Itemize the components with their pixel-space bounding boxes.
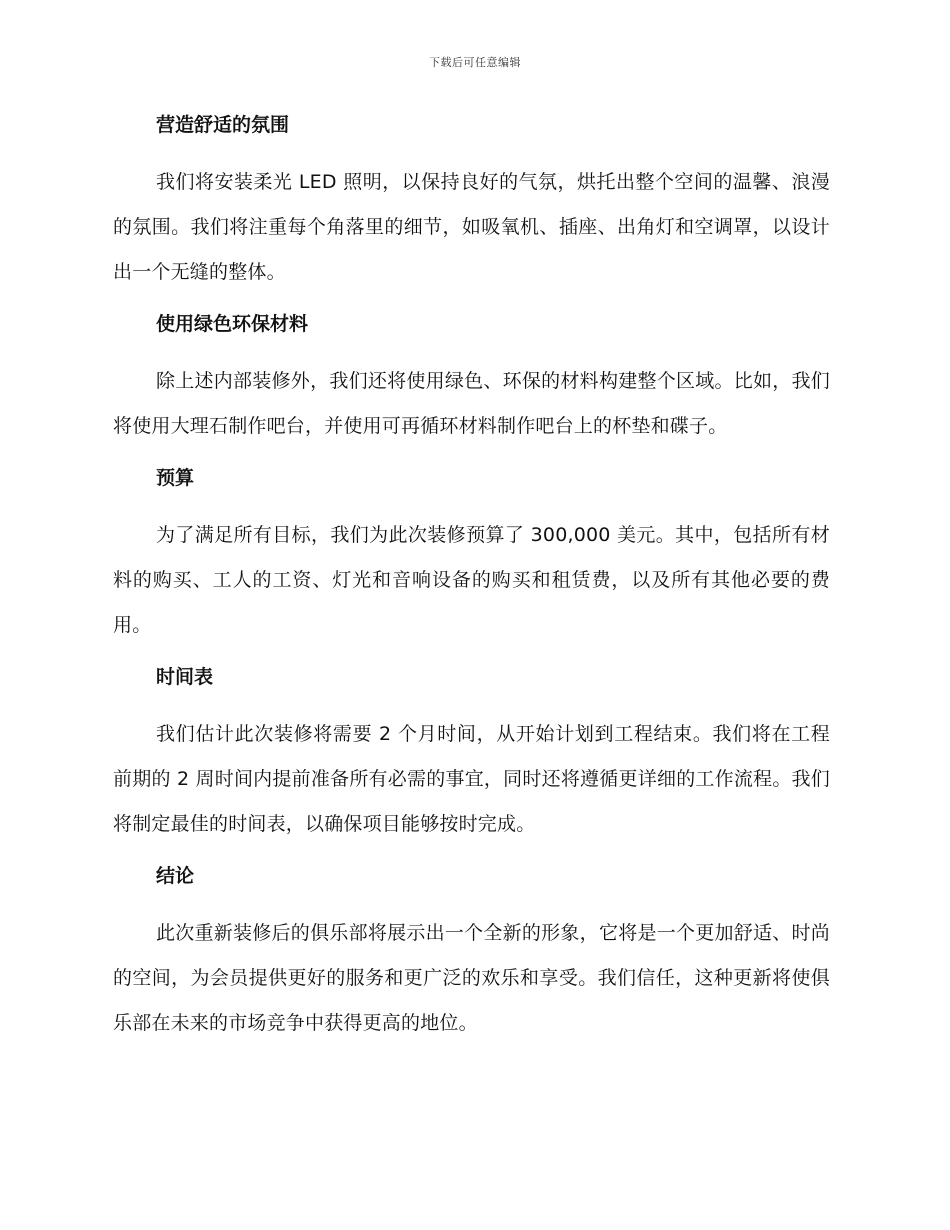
section-paragraph: 我们将安装柔光 LED 照明，以保持良好的气氛，烘托出整个空间的温馨、浪漫的氛围。我们将注重每个角落里的细节，如吸氧机、插座、出角灯和空调罩，以设计出一个无缝的整体。: [113, 171, 830, 283]
section-green-materials: [113, 309, 830, 449]
section-paragraph: 为了满足所有目标，我们为此次装修预算了 300,000 美元。其中，包括所有材料的购买、工人的工资、灯光和音响设备的购买和租赁费，以及所有其他必要的费用。: [113, 524, 830, 636]
section-paragraph: 此次重新装修后的俱乐部将展示出一个全新的形象，它将是一个更加舒适、时尚的空间，为会员提供更好的服务和更广泛的欢乐和享受。我们信任，这种更新将使俱乐部在未来的市场竞争中获得更高的地位。: [113, 922, 830, 1034]
section-atmosphere: [113, 110, 830, 295]
section-conclusion: [113, 861, 830, 1046]
section-timeline: [113, 662, 830, 847]
document-content: [113, 110, 830, 1060]
header-note: 下载后可任意编辑: [429, 56, 521, 69]
section-budget: [113, 463, 830, 648]
section-heading: 营造舒适的氛围: [156, 114, 290, 136]
section-heading: 时间表: [156, 666, 214, 688]
section-heading: 预算: [156, 467, 195, 489]
section-heading: 结论: [156, 865, 195, 887]
section-heading: 使用绿色环保材料: [156, 313, 309, 335]
section-paragraph: 除上述内部装修外，我们还将使用绿色、环保的材料构建整个区域。比如，我们将使用大理石制作吧台，并使用可再循环材料制作吧台上的杯垫和碟子。: [113, 370, 830, 437]
section-paragraph: 我们估计此次装修将需要 2 个月时间，从开始计划到工程结束。我们将在工程前期的 2 周时间内提前准备所有必需的事宜，同时还将遵循更详细的工作流程。我们将制定最佳的时间表，以确保项目能够按时完成。: [113, 723, 830, 835]
